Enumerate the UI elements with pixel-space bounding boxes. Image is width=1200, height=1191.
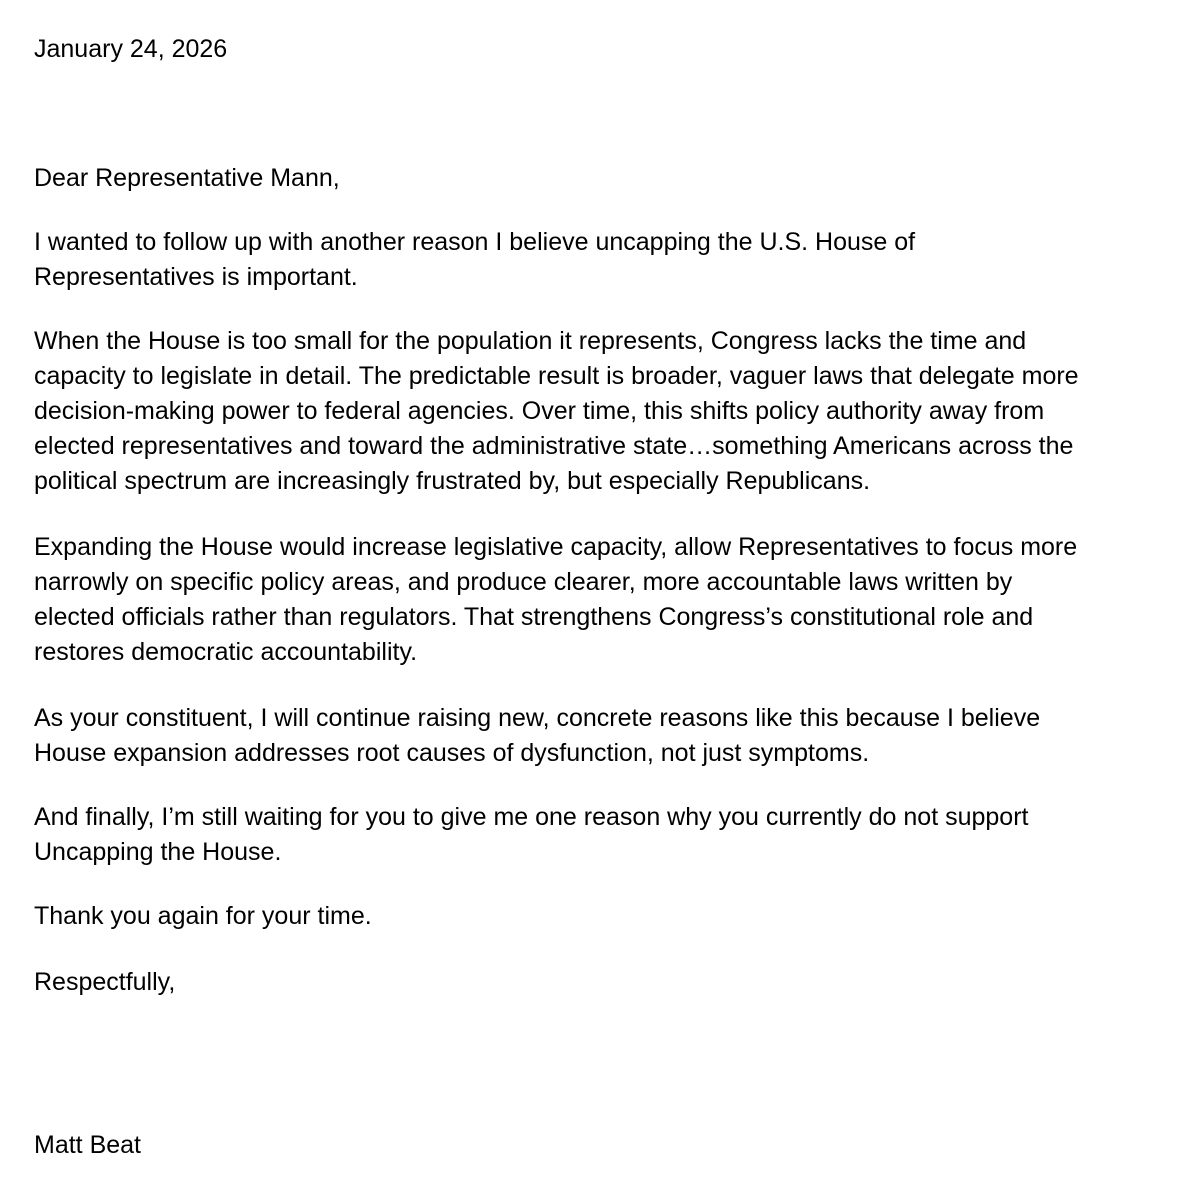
- paragraph-line: Uncapping the House.: [34, 838, 282, 866]
- paragraph-line: When the House is too small for the population it represents, Congress lacks the time and: [34, 327, 1027, 355]
- paragraph-line: elected representatives and toward the administrative state…something Americans across the: [34, 432, 1074, 460]
- paragraph-line: I wanted to follow up with another reason I believe uncapping the U.S. House of: [34, 228, 916, 256]
- closing: Respectfully,: [34, 968, 176, 996]
- paragraph-line: capacity to legislate in detail. The predictable result is broader, vaguer laws that delegate more: [34, 362, 1079, 390]
- paragraph-line: And finally, I’m still waiting for you to give me one reason why you currently do not support: [34, 803, 1029, 831]
- paragraph-1: [34, 225, 915, 295]
- paragraph-line: Thank you again for your time.: [34, 902, 372, 930]
- paragraph-line: elected officials rather than regulators. That strengthens Congress’s constitutional role and: [34, 603, 1034, 631]
- paragraph-line: House expansion addresses root causes of dysfunction, not just symptoms.: [34, 739, 870, 767]
- salutation: Dear Representative Mann,: [34, 164, 340, 192]
- paragraph-line: decision-making power to federal agencies. Over time, this shifts policy authority away from: [34, 397, 1045, 425]
- paragraph-4: [34, 701, 1040, 771]
- paragraph-line: political spectrum are increasingly frustrated by, but especially Republicans.: [34, 467, 871, 495]
- paragraph-line: Expanding the House would increase legislative capacity, allow Representatives to focus more: [34, 533, 1078, 561]
- paragraph-2: [34, 324, 1079, 499]
- paragraph-line: narrowly on specific policy areas, and produce clearer, more accountable laws written by: [34, 568, 1013, 596]
- signature-name: Matt Beat: [34, 1131, 141, 1159]
- paragraph-line: As your constituent, I will continue raising new, concrete reasons like this because I believe: [34, 704, 1041, 732]
- paragraph-6: [34, 899, 372, 934]
- paragraph-line: restores democratic accountability.: [34, 638, 418, 666]
- paragraph-3: [34, 530, 1077, 670]
- paragraph-line: Representatives is important.: [34, 263, 358, 291]
- paragraph-5: [34, 800, 1028, 870]
- letter-date: January 24, 2026: [34, 35, 228, 63]
